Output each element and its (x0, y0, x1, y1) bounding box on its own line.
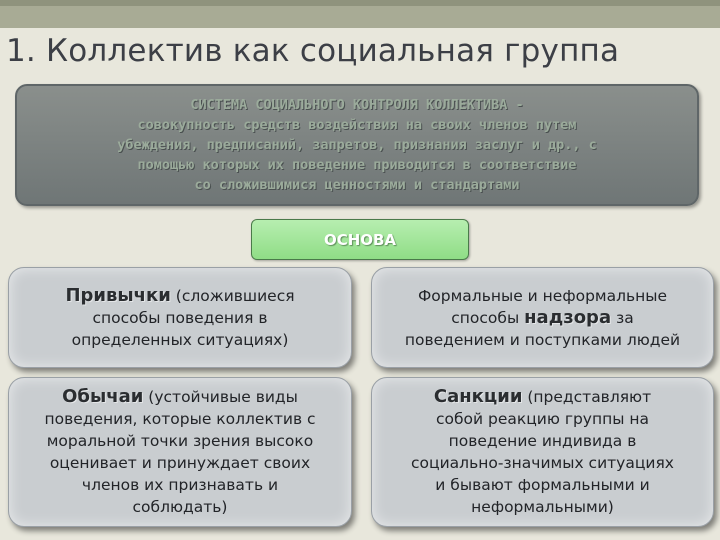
definition-line: убеждения, предписаний, запретов, признания заслуг и др., с (117, 137, 597, 153)
card-habits (8, 267, 352, 368)
card-text-line: определенных ситуациях) (71, 330, 289, 349)
card-term: Санкции (433, 386, 523, 407)
card-text-line: социально-значимых ситуациях (411, 454, 674, 472)
card-text-line: и бывают формальными и (435, 476, 650, 494)
definition-line: помощью которых их поведение приводится в соответствие (137, 157, 577, 173)
card-text-line: моральной точки зрения высоко (46, 432, 314, 450)
card-text-line: членов их признавать и (81, 476, 279, 494)
card-text (405, 285, 680, 351)
definition-line: со сложившимися ценностями и стандартами (194, 177, 520, 193)
card-text-fragment: (представляют (522, 388, 652, 406)
card-text (65, 285, 294, 351)
card-text-line: поведение индивида в (448, 432, 637, 450)
card-term: надзора (524, 306, 612, 328)
card-customs (8, 377, 352, 527)
card-text (44, 386, 315, 518)
card-text-line: поведением и поступками людей (404, 330, 681, 349)
card-text-fragment: (сложившиеся (170, 286, 295, 305)
card-text-line: поведения, которые коллектив с (44, 410, 316, 428)
card-text-line: неформальными) (471, 498, 614, 516)
card-text-line: способы поведения в (92, 308, 268, 327)
card-text-fragment: за (611, 308, 634, 327)
card-text-fragment: способы (451, 308, 525, 327)
card-text-fragment: (устойчивые виды (143, 388, 298, 406)
header-band-accent (0, 0, 720, 6)
card-text-line: оценивает и принуждает своих (49, 454, 311, 472)
definition-text (117, 95, 597, 195)
slide-title: 1. Коллектив как социальная группа (6, 33, 620, 69)
card-sanctions (371, 377, 714, 527)
definition-box (15, 84, 699, 206)
basis-label: ОСНОВА (251, 219, 469, 260)
definition-line: совокупность средств воздействия на своих членов путем (137, 117, 577, 133)
card-supervision (371, 267, 714, 368)
definition-line: СИСТЕМА СОЦИАЛЬНОГО КОНТРОЛЯ КОЛЛЕКТИВА - (190, 97, 524, 113)
card-text-line: Формальные и неформальные (417, 286, 668, 305)
card-text-line: соблюдать) (132, 498, 228, 516)
card-term: Привычки (65, 284, 171, 306)
card-text-line: собой реакцию группы на (435, 410, 650, 428)
card-term: Обычаи (62, 386, 144, 407)
card-text (411, 386, 674, 518)
